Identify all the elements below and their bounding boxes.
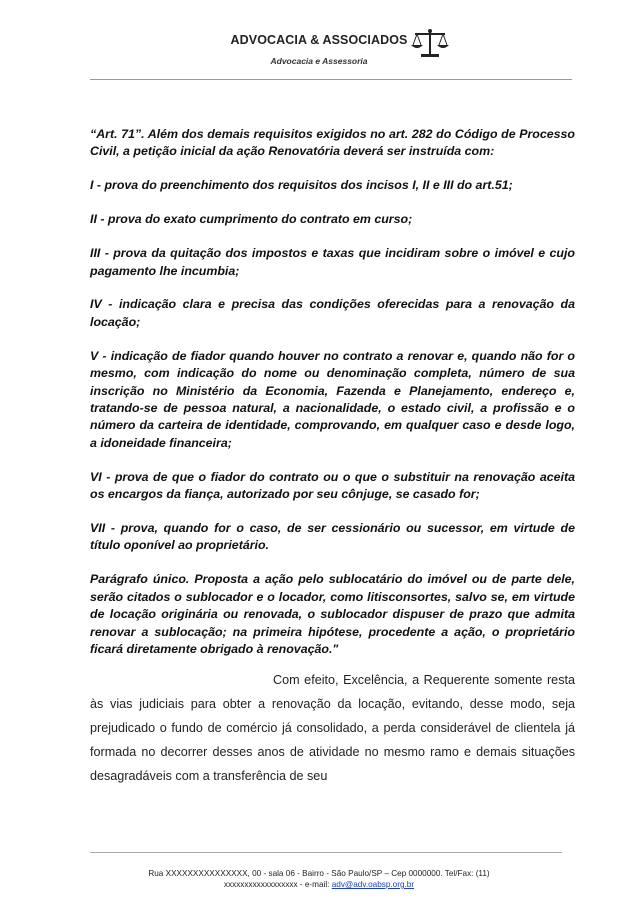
header-divider [90,79,572,80]
item-paragraph-vii: VII - prova, quando for o caso, de ser cessionário ou sucessor, em virtude de título oponível ao proprietário. [90,521,575,553]
footer-email-link[interactable]: adv@adv.oabsp.org.br [331,880,415,889]
item-paragraph-vi: VI - prova de que o fiador do contrato ou o que o substituir na renovação aceita os encargos da fiança, autorizado por seu cônjuge, se casado for; [90,469,575,502]
footer-address: Rua XXXXXXXXXXXXXXX, 00 - sala 06 - Bairro - São Paulo/SP – Cep 0000000. Tel/Fax: (11) [148,869,490,878]
item-paragraph-i: I - prova do preenchimento dos requisitos dos incisos I, II e III do art.51; [90,178,513,193]
footer-contact-prefix: xxxxxxxxxxxxxxxxxx - e-mail: [223,880,332,889]
item-paragraph-iv: IV - indicação clara e precisa das condições oferecidas para a renovação da locação; [90,297,575,329]
document-body [90,126,575,788]
firm-name: ADVOCACIA & ASSOCIADOS [230,33,408,47]
scales-of-justice-icon [410,27,450,59]
item-paragraph-v: V - indicação de fiador quando houver no contrato a renovar e, quando não for o mesmo, com indicação do nome ou denominação completa, número de sua inscrição no Ministério da Economia, Fazenda e Planejamento, endereço e, tratando-se de pessoa natural, a nacionalidade, o estado civil, a profissão e o número da carteira de identidade, comprovando, em qualquer caso e desde logo, a idoneidade financeira; [90,348,575,450]
footer-divider [90,852,562,853]
item-paragraph-iii: III - prova da quitação dos impostos e taxas que incidiram sobre o imóvel e cujo pagamento lhe incumbia; [90,246,575,278]
firm-subtitle: Advocacia e Assessoria [270,56,368,66]
footer-contact [0,879,638,890]
item-paragraph-ii: II - prova do exato cumprimento do contrato em curso; [90,212,413,227]
sole-paragraph: Parágrafo único. Proposta a ação pelo sublocatário do imóvel ou de parte dele, serão citados o sublocador e o locador, como litisconsortes, salvo se, em virtude de locação originária ou renovada, o sublocador dispuser de prazo que admita renovar a sublocação; na primeira hipótese, procedente a ação, o proprietário ficará diretamente obrigado à renovação." [90,572,575,656]
letterhead [0,0,638,90]
closing-paragraph [90,668,575,788]
closing-paragraph-text: Com efeito, Excelência, a Requerente somente resta às vias judiciais para obter a renovação da locação, evitando, desse modo, seja prejudicado o fundo de comércio já consolidado, a perda considerável de clientela já formada no decorrer desses anos de atividade no mesmo ramo e demais situações desagradáveis com a transferência de seu [90,673,575,784]
footer [0,868,638,890]
article-quote-paragraph: “Art. 71”. Além dos demais requisitos exigidos no art. 282 do Código de Processo Civil, a petição inicial da ação Renovatória deverá ser instruída com: [90,127,575,159]
